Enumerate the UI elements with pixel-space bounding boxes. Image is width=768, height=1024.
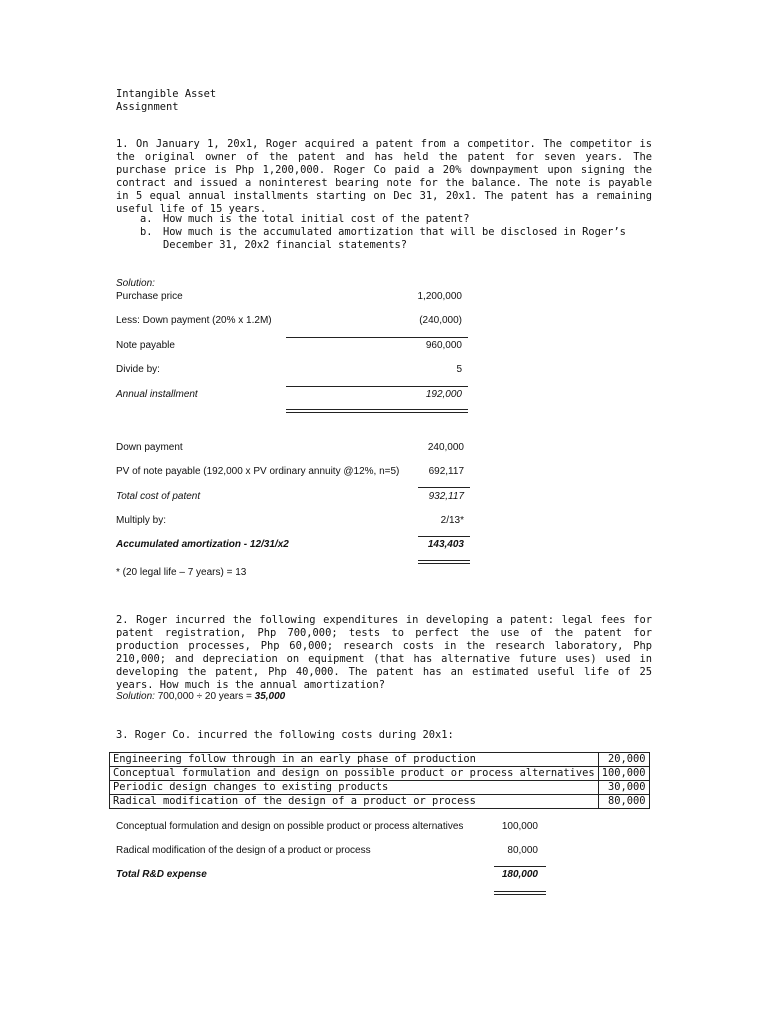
title-line-2: Assignment	[116, 101, 179, 113]
rd-row-1-label: Conceptual formulation and design on possible product or process alternatives	[116, 821, 464, 832]
question-1-text: 1. On January 1, 20x1, Roger acquired a patent from a competitor. The competitor is the original owner of the patent and has held the patent for seven years. The purchase price is Php 1,200,000. Roger Co paid a 20% downpayment upon signing the contract and issued a noninterest bearing note for the balance. The note is payable in 5 equal annual installments starting on Dec 31, 20x1. The patent has a remaining useful life of 15 years.	[116, 138, 652, 215]
rd-row-1-value: 100,000	[501, 821, 538, 832]
table-row	[110, 767, 650, 781]
multiply-by-value: 2/13*	[440, 515, 464, 526]
table-cell-amount: 30,000	[598, 781, 649, 795]
annual-installment-label: Annual installment	[116, 389, 198, 400]
accum-amort-label: Accumulated amortization - 12/31/x2	[116, 539, 289, 550]
underline	[286, 386, 468, 387]
underline	[494, 866, 546, 867]
pv-note-label: PV of note payable (192,000 x PV ordinary annuity @12%, n=5)	[116, 466, 400, 477]
annual-installment-value: 192,000	[425, 389, 462, 400]
note-payable-value: 960,000	[425, 340, 462, 351]
double-underline	[286, 409, 468, 413]
underline	[418, 487, 470, 488]
footnote: * (20 legal life – 7 years) = 13	[116, 567, 247, 578]
table-cell-amount: 80,000	[598, 795, 649, 809]
down-payment-2-label: Down payment	[116, 442, 183, 453]
divide-by-value: 5	[456, 364, 462, 375]
question-2-solution	[116, 690, 285, 703]
underline	[286, 337, 468, 338]
down-payment-2-value: 240,000	[427, 442, 464, 453]
solution-expression: 700,000 ÷ 20 years =	[157, 691, 255, 702]
table-cell-item: Radical modification of the design of a product or process	[110, 795, 599, 809]
solution-label: Solution:	[116, 691, 155, 702]
subitem-letter: a.	[140, 213, 153, 225]
double-underline	[418, 560, 470, 564]
costs-table	[109, 752, 650, 809]
title-line-1: Intangible Asset	[116, 88, 217, 100]
question-2-text: 2. Roger incurred the following expenditures in developing a patent: legal fees for patent registration, Php 700,000; tests to perfect the use of the patent for production processes, Php 60,000; research costs in the research laboratory, Php 210,000; and depreciation on equipment (that has alternative future uses) used in developing the patent, Php 40,000. The patent has an estimated useful life of 25 years. How much is the annual amortization?	[116, 614, 652, 691]
down-payment-value: (240,000)	[419, 315, 462, 326]
table-cell-item: Conceptual formulation and design on possible product or process alternatives	[110, 767, 599, 781]
total-cost-label: Total cost of patent	[116, 491, 201, 502]
multiply-by-label: Multiply by:	[116, 515, 167, 526]
table-row	[110, 795, 650, 809]
subitem-text: How much is the accumulated amortization that will be disclosed in Roger’s December 31, 20x2 financial statements?	[163, 226, 626, 251]
accum-amort-value: 143,403	[427, 539, 464, 550]
down-payment-label: Less: Down payment (20% x 1.2M)	[116, 315, 272, 326]
pv-note-value: 692,117	[428, 466, 464, 477]
table-row	[110, 781, 650, 795]
total-cost-value: 932,117	[428, 491, 464, 502]
question-3-text: 3. Roger Co. incurred the following costs during 20x1:	[116, 729, 454, 741]
document-title	[116, 88, 216, 114]
table-cell-amount: 20,000	[598, 753, 649, 767]
total-rd-value: 180,000	[501, 869, 538, 880]
rd-row-2-value: 80,000	[507, 845, 538, 856]
rd-row-2-label: Radical modification of the design of a product or process	[116, 845, 371, 856]
table-cell-item: Engineering follow through in an early phase of production	[110, 753, 599, 767]
purchase-price-value: 1,200,000	[417, 291, 462, 302]
underline	[418, 536, 470, 537]
subitem-letter: b.	[140, 226, 153, 238]
double-underline	[494, 891, 546, 895]
table-row	[110, 753, 650, 767]
subitem-b	[140, 226, 652, 252]
note-payable-label: Note payable	[116, 340, 175, 351]
purchase-price-label: Purchase price	[116, 291, 183, 302]
subitem-text: How much is the total initial cost of the patent?	[163, 213, 470, 225]
table-cell-amount: 100,000	[598, 767, 649, 781]
solution-label: Solution:	[116, 278, 155, 289]
total-rd-label: Total R&D expense	[116, 869, 207, 880]
table-cell-item: Periodic design changes to existing products	[110, 781, 599, 795]
divide-by-label: Divide by:	[116, 364, 160, 375]
subitem-a	[140, 213, 652, 226]
solution-result: 35,000	[254, 691, 286, 702]
question-1-subitems	[140, 213, 652, 252]
